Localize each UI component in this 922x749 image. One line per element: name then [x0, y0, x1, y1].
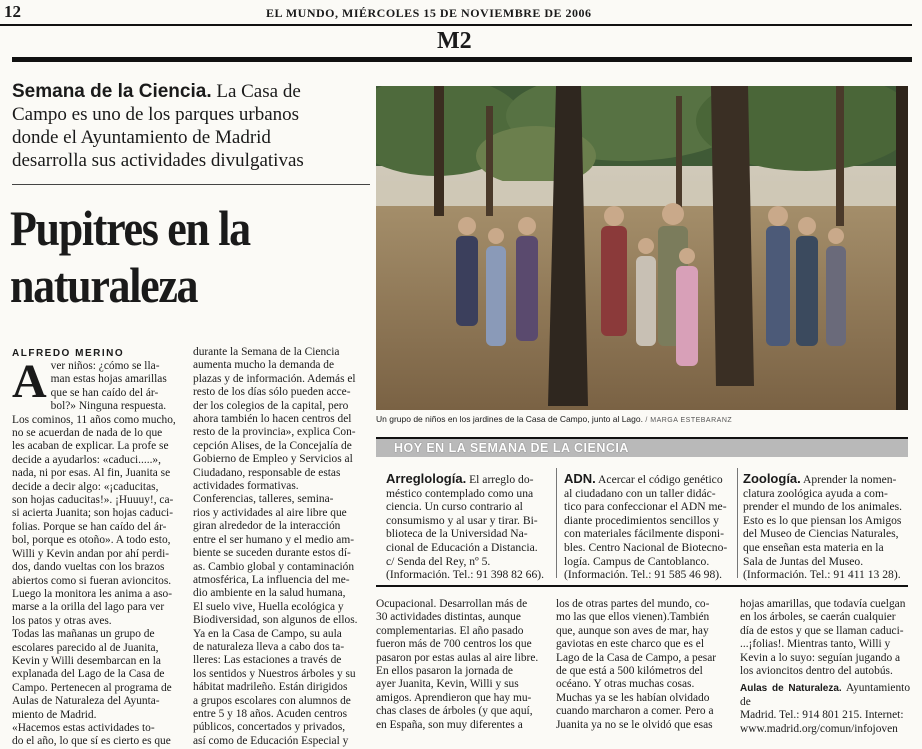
box-item-line: diante procedimientos sencillos y: [564, 513, 719, 527]
text-line: Los cominos, 11 años como mucho,: [12, 413, 176, 426]
text-line: cuando marcharon a comer. Pero a: [556, 705, 714, 718]
box-divider: [737, 468, 738, 578]
text-line: resto de la provincia», explica Con-: [193, 426, 356, 439]
text-line: los de otras partes del mundo, co-: [556, 598, 710, 610]
text-line: rios y actividades al aire libre que: [193, 506, 347, 519]
text-line: Luego la monitora les anima a aso-: [12, 587, 173, 600]
box-title-bar: [376, 437, 908, 457]
text-line: abiertos como si fueran avioncitos.: [12, 574, 172, 587]
text-line: nada, ni por esas. Al fin, Juanita se: [12, 467, 171, 480]
text-line: resto de los días sólo pueden acce-: [193, 386, 351, 399]
lead-line: La Casa de: [216, 81, 301, 102]
publication-line: EL MUNDO, MIÉRCOLES 15 DE NOVIEMBRE DE 2006: [266, 6, 592, 20]
text-line: Ciudadano, responsable de estas: [193, 466, 341, 479]
text-line: do el año, lo que sí es cierto es que: [12, 735, 171, 748]
text-line: dio ambiente en la salud humana,: [193, 587, 346, 600]
box-item-line: con materiales fácilmente disponi-: [564, 527, 724, 541]
text-line: Biodiversidad, son algunos de ellos.: [193, 614, 358, 627]
text-line: les acaban de explicar. La profe se: [12, 440, 169, 453]
text-line: ahora también lo hacen centros del: [193, 413, 352, 426]
page-number: 12: [4, 2, 21, 21]
box-item-line: que enseñan esta materia en la: [743, 540, 884, 554]
box-bottom-rule: [376, 585, 908, 587]
text-line: bol?» Ninguna respuesta.: [50, 400, 167, 413]
text-line: www.madrid.org/comun/infojoven: [740, 722, 898, 735]
text-line: atmosférica, La influencia del me-: [193, 573, 350, 586]
photo-caption-text: Un grupo de niños en los jardines de la Casa de Campo, junto al Lago.: [376, 414, 643, 424]
header-rule: [0, 24, 912, 26]
text-line: biente se suceden durante estos dí-: [193, 547, 351, 560]
box-item-line: prender el mundo de los animales.: [743, 500, 903, 514]
text-line: bol, porque es otoño». A todo esto,: [12, 534, 171, 547]
text-line: giran alrededor de la interacción: [193, 520, 341, 533]
text-line: explanada del Lago de la Casa de: [12, 668, 165, 681]
text-line: los sentidos y Nuestros árboles y su: [193, 667, 356, 680]
text-line: día de estos y que se llaman caduci-: [740, 624, 904, 637]
headline-line: naturaleza: [10, 257, 198, 313]
box-item-line: tico para confeccionar el ADN me-: [564, 500, 727, 514]
text-line: Juanita ya no se le olvidó que esas: [556, 718, 713, 731]
photo-caption: [376, 414, 732, 424]
headline: [10, 200, 336, 314]
box-item-line: (Información. Tel.: 91 398 82 66).: [386, 568, 545, 582]
box-item-line: bles. Centro Nacional de Biotecno-: [564, 540, 728, 554]
article-photo: [376, 86, 908, 410]
text-line: son hojas caducitas!». ¡Huuuy!, ca-: [12, 494, 174, 507]
box-item-line: (Información. Tel.: 91 585 46 98).: [564, 568, 723, 582]
text-line: Gobierno de Empleo y Servicios al: [193, 453, 353, 466]
drop-cap: A: [12, 355, 47, 408]
box-item-line: Sala de Juntas del Museo.: [743, 554, 864, 568]
box-item-line: méstico contemplado como una: [386, 486, 534, 500]
text-line: cepción Alises, de la Concejalía de: [193, 439, 352, 452]
box-item-keyword: ADN.: [564, 471, 596, 486]
text-line: miento de Madrid.: [12, 708, 97, 721]
section-label: M2: [437, 28, 472, 54]
lead-line: donde el Ayuntamiento de Madrid: [12, 127, 271, 148]
lead-kicker: Semana de la Ciencia.: [12, 81, 212, 102]
box-item-line: Acercar el código genético: [598, 473, 723, 486]
text-line: de que está a 500 kilómetros del: [556, 665, 703, 678]
lead-line: Campo es uno de los parques urbanos: [12, 104, 300, 125]
text-line: Muchas ya se les habían olvidado: [556, 691, 710, 704]
text-line: de naturaleza lleva a cabo dos ta-: [193, 640, 345, 653]
text-line: hábitat madrileño. Están dirigidos: [193, 681, 348, 694]
text-line: ver niños: ¿cómo se lla-: [50, 360, 160, 372]
box-item-line: blioteca de la Universidad Na-: [386, 527, 528, 541]
article-column-5: [740, 598, 910, 736]
text-line: ayer Juanita, Kevin, Willi y sus: [376, 678, 519, 691]
box-item-line: El arreglo do-: [469, 473, 534, 486]
text-line: as. Cambio global y contaminación: [193, 560, 355, 573]
text-line: a grupos escolares con alumnos de: [193, 694, 351, 707]
text-line: marse a la orilla del lago para ver: [12, 601, 165, 614]
box-item-line: Esto es lo que piensan los Amigos: [743, 513, 902, 527]
text-line: actividades formativas.: [193, 480, 299, 493]
text-line: océano. Y otras muchas cosas.: [556, 678, 695, 691]
text-line: que, aunque son aves de mar, hay: [556, 624, 709, 637]
byline: ALFREDO MERINO: [12, 348, 125, 359]
text-line: Kevin a lo suyo: seguían jugando a: [740, 651, 901, 664]
lead-rule: [12, 184, 370, 185]
box-item-line: al ciudadano con un taller didác-: [564, 486, 716, 500]
box-item-line: c/ Senda del Rey, nº 5.: [386, 554, 491, 568]
article-column-3: [376, 598, 544, 732]
box-item-keyword: Arreglología.: [386, 471, 467, 486]
box-item-arreglologia: [386, 472, 552, 582]
text-line: en los árboles, se caerán cualquier: [740, 611, 896, 624]
text-line: no se acuerdan de nada de lo que: [12, 427, 163, 440]
text-line: entre 5 y 18 años. Acuden centros: [193, 707, 348, 720]
text-line: man estas hojas amarillas: [50, 373, 167, 386]
info-label: Aulas de Naturaleza.: [740, 683, 842, 695]
text-line: der los colegios de la capital, pero: [193, 399, 349, 412]
text-line: 30 actividades distintas, aunque: [376, 611, 521, 624]
photo-credit: / MARGA ESTEBARANZ: [645, 417, 733, 424]
text-line: plazas y de información. Además el: [193, 372, 356, 385]
headline-line: Pupitres en la: [10, 200, 250, 256]
text-line: Lago de la Casa de Campo, a pesar: [556, 651, 717, 664]
text-line: decide a ayudarlos: «caduci.....»,: [12, 453, 161, 466]
box-item-line: clatura zoológica ayuda a com-: [743, 486, 888, 500]
text-line: Todas las mañanas un grupo de: [12, 628, 155, 641]
text-line: que se han caído del ár-: [50, 386, 159, 399]
text-line: Madrid. Tel.: 914 801 215. Internet:: [740, 709, 904, 722]
text-line: Ocupacional. Desarrollan más de: [376, 598, 528, 610]
text-line: El suelo vive, Huella ecológica y: [193, 600, 344, 613]
children-in-park-photo: [376, 86, 908, 410]
info-footnote: [740, 682, 910, 736]
text-line: pasaron por estas aulas al aire libre.: [376, 651, 539, 664]
text-line: los patos y otras aves.: [12, 614, 112, 627]
text-line: En ellos pasaron la jornada de: [376, 665, 513, 678]
text-line: chas clases de árboles (y que aquí,: [376, 705, 533, 718]
text-line: gaviotas en este charco que es el: [556, 638, 705, 651]
text-line: lleres: Las estaciones a través de: [193, 654, 342, 667]
article-column-4: [556, 598, 728, 732]
text-line: durante la Semana de la Ciencia: [193, 346, 340, 358]
box-item-line: consumismo y al usar y tirar. Bi-: [386, 513, 538, 527]
text-line: folias. Porque se han caído del ár-: [12, 520, 167, 533]
text-line: entre el ser humano y el medio am-: [193, 533, 354, 546]
text-line: escolares parecido al de Juanita,: [12, 641, 159, 654]
box-title: HOY EN LA SEMANA DE LA CIENCIA: [394, 441, 629, 455]
text-line: mo las que ellos vienen).También: [556, 611, 710, 624]
article-column-2: [193, 346, 365, 748]
section-rule: [12, 57, 912, 62]
info-text: Ayuntamiento de: [740, 682, 911, 708]
box-item-line: Aprender la nomen-: [803, 473, 897, 486]
text-line: Campo. Pertenecen al programa de: [12, 681, 172, 694]
text-line: Kevin y Willi desembarcan en la: [12, 654, 161, 667]
article-column-1: [12, 355, 186, 749]
box-item-zoologia: [743, 472, 913, 582]
lead-line: desarrolla sus actividades divulgativas: [12, 150, 304, 171]
text-line: ...¡folias!. Mientras tanto, Willi y: [740, 638, 891, 651]
text-line: amigos. Aprendieron que hay mu-: [376, 691, 532, 704]
text-line: Ya en la Casa de Campo, su aula: [193, 627, 342, 640]
box-item-line: cional de Educación a Distancia.: [386, 540, 538, 554]
text-line: aumenta mucho la demanda de: [193, 359, 335, 372]
text-line: en España, son muy diferentes a: [376, 718, 523, 731]
text-line: «Hacemos estas actividades to-: [12, 721, 155, 734]
box-item-line: (Información. Tel.: 91 411 13 28).: [743, 568, 901, 582]
text-line: decide a decir algo: «¡caducitas,: [12, 480, 159, 493]
box-item-line: ciencia. Un curso contrario al: [386, 500, 523, 514]
text-line: dos, dando vueltas con los brazos: [12, 561, 165, 574]
text-line: fueron más de 700 centros los que: [376, 638, 532, 651]
text-line: complementarias. El año pasado: [376, 624, 524, 637]
box-item-line: logía. Campus de Cantoblanco.: [564, 554, 710, 568]
text-line: públicos, concertados y privados,: [193, 721, 346, 734]
text-line: los avioncitos dentro del autobús.: [740, 665, 893, 678]
box-item-line: del Museo de Ciencias Naturales,: [743, 527, 899, 541]
text-line: Conferencias, talleres, semina-: [193, 493, 334, 506]
text-line: hojas amarillas, que todavía cuelgan: [740, 598, 906, 610]
box-divider: [556, 468, 557, 578]
box-item-adn: [564, 472, 736, 582]
text-line: Willi y Kevin andan por ahí perdi-: [12, 547, 170, 560]
text-line: así como de Educación Especial y: [193, 734, 349, 747]
text-line: si acierta Juanita; son hojas caduci-: [12, 507, 173, 520]
lead-paragraph: [12, 80, 370, 172]
box-item-keyword: Zoología.: [743, 471, 801, 486]
text-line: Aulas de Naturaleza del Ayunta-: [12, 695, 160, 708]
